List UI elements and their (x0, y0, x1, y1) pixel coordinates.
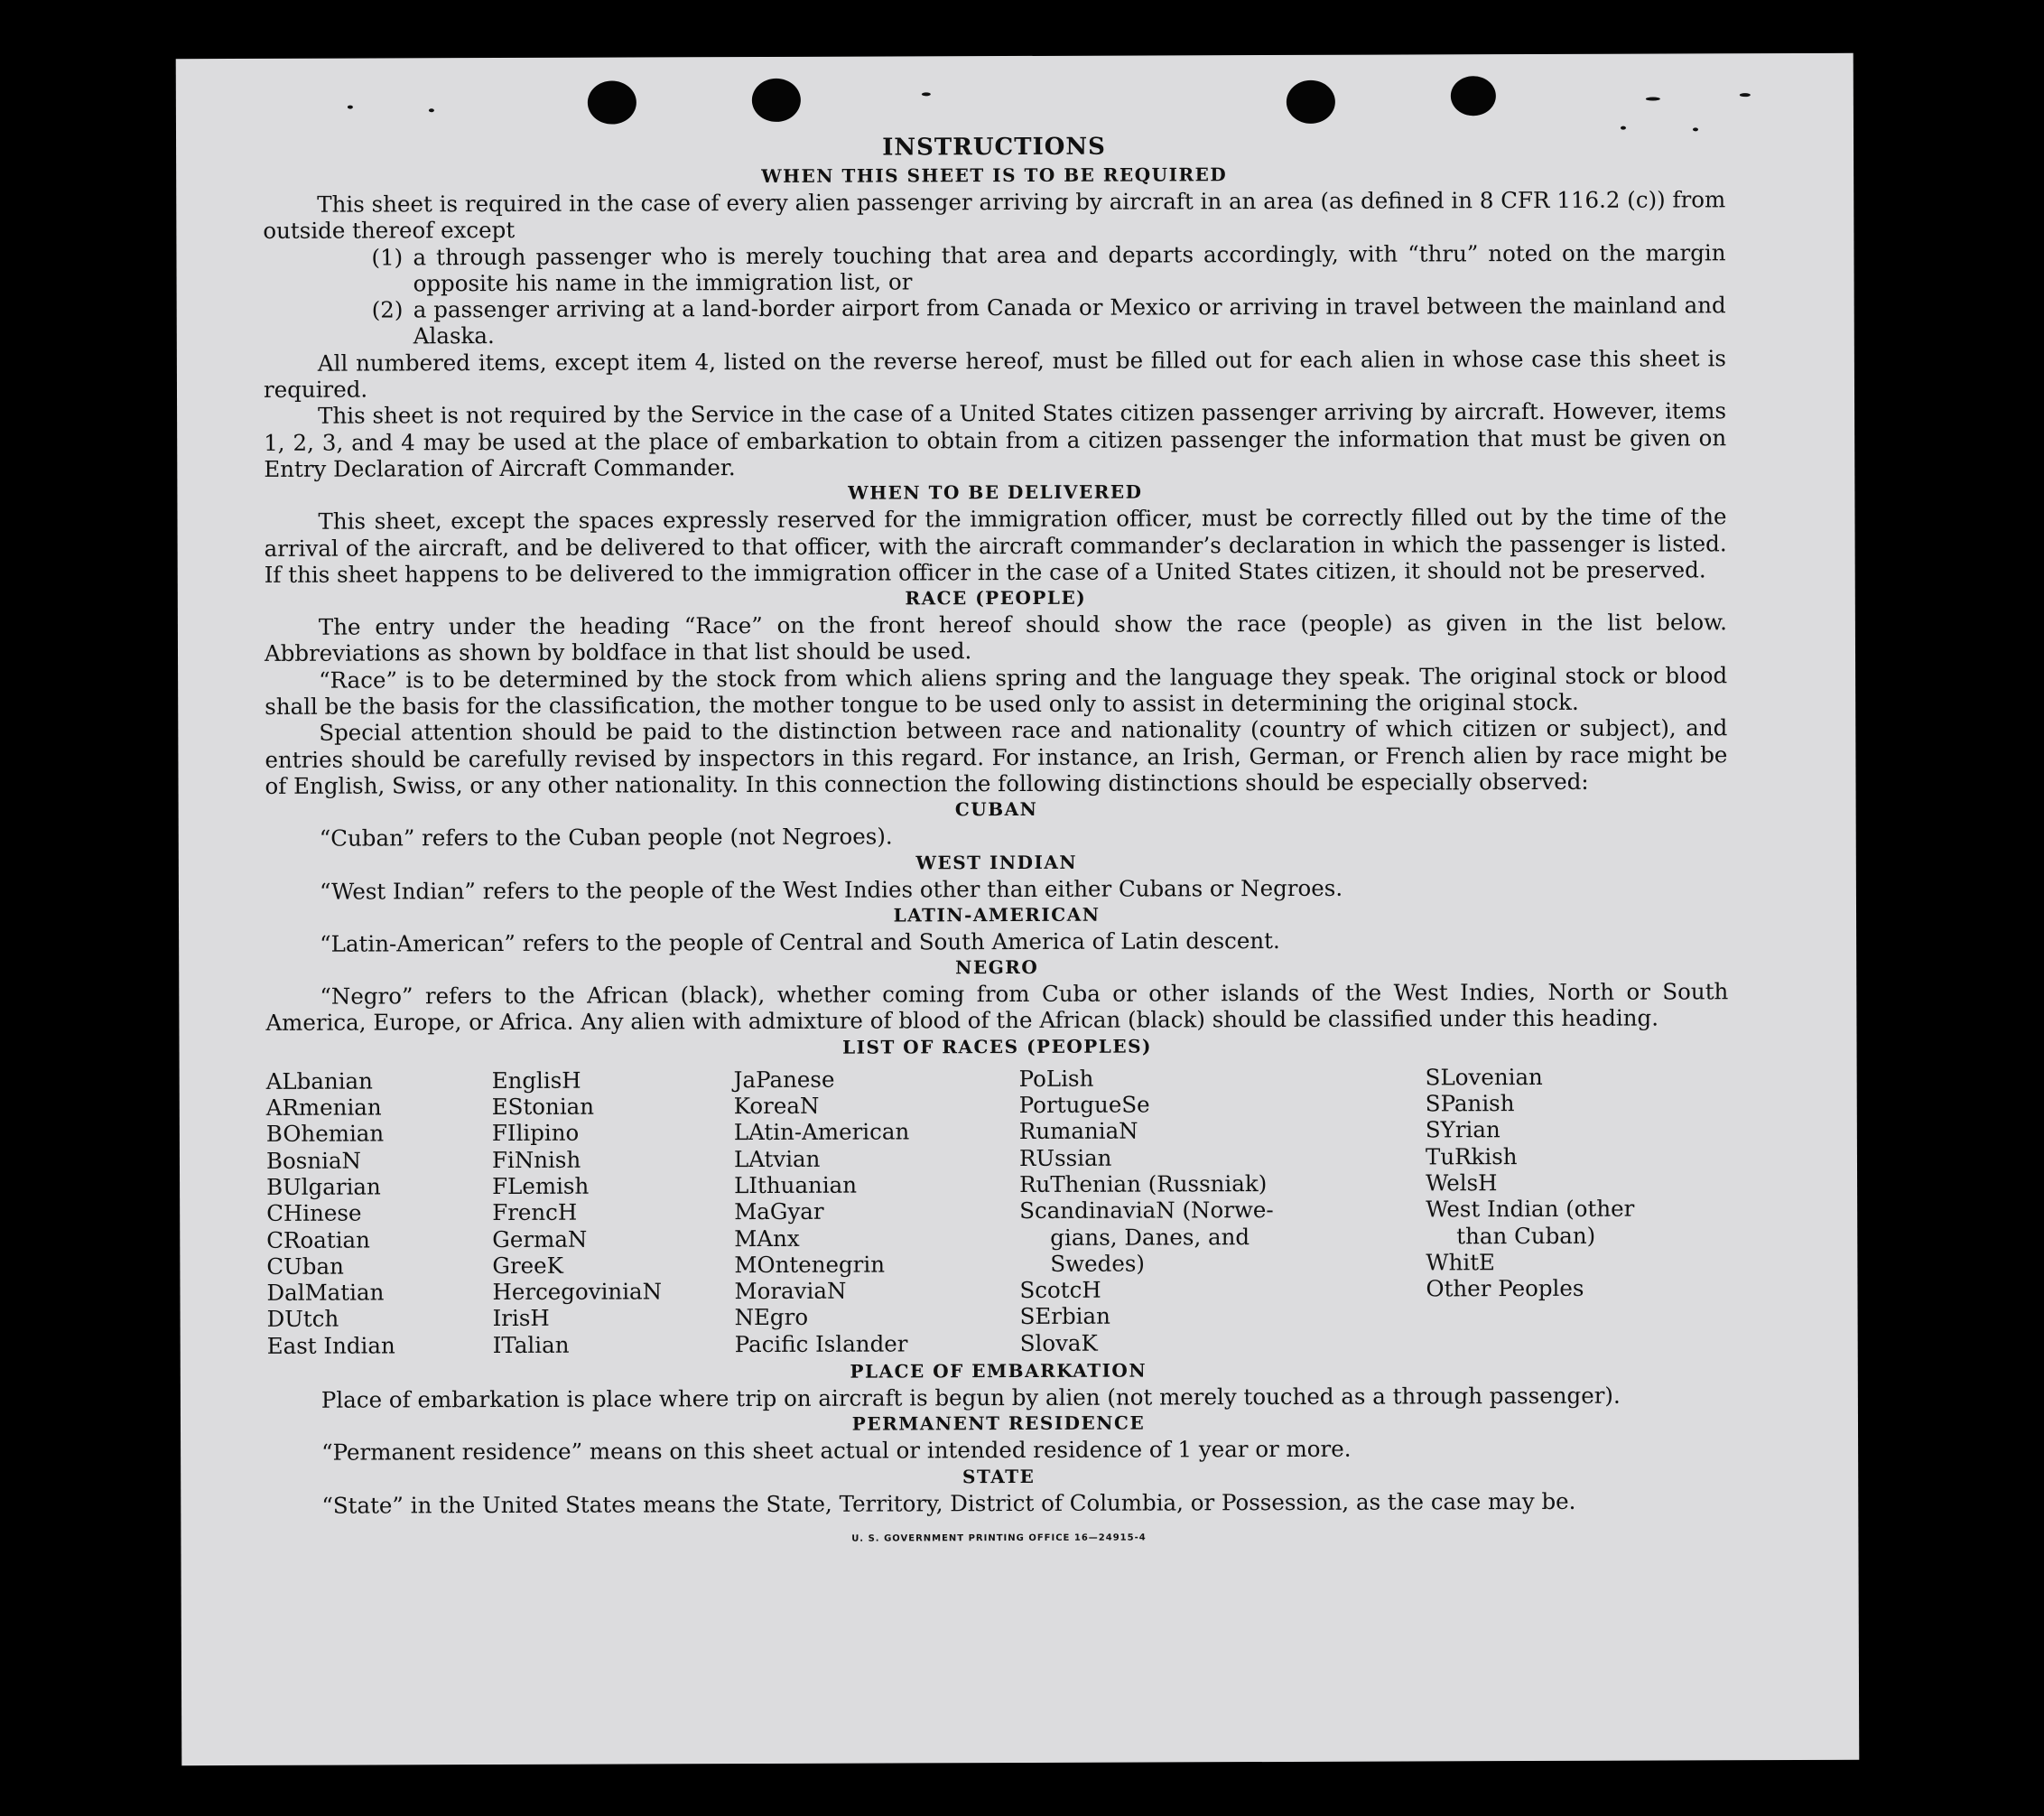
race-entry: SErbian (1019, 1303, 1110, 1330)
punch-hole (1451, 76, 1496, 116)
race-entry: PortugueSe (1018, 1091, 1150, 1119)
race-entry: MoraviaN (734, 1277, 847, 1305)
race-entry: NEgro (734, 1304, 809, 1331)
negro-text: “Negro” refers to the African (black), whether coming from Cuba or other islands of the West Indies, North or South America, Europe, or Africa. Any alien with admixture of blood of the African (black) should be classified under this heading. (265, 978, 1729, 1037)
race-entry: PoLish (1018, 1065, 1094, 1092)
document-sheet (176, 53, 1860, 1765)
latin-american-text: “Latin-American” refers to the people of Central and South America of Latin descent. (320, 927, 1280, 957)
race-entry: FiNnish (491, 1146, 581, 1173)
race-entry: LAtin-American (733, 1118, 910, 1146)
speck (922, 92, 931, 96)
page-title: INSTRUCTIONS (882, 133, 1106, 162)
race-paragraph-3: Special attention should be paid to the distinction between race and nationality (country of which citizen or subject), and entries should be carefully revised by inspectors in this regard. For instance, an Irish, German, or French alien by race might be of English, Swiss, or any other nationality. In this connection the following distinctions should be especially observed: (265, 714, 1728, 799)
heading-permanent-residence: PERMANENT RESIDENCE (851, 1411, 1146, 1435)
race-entry: West Indian (other (1426, 1195, 1635, 1223)
race-entry: MOntenegrin (734, 1251, 886, 1278)
item-number: (1) (371, 243, 404, 271)
race-entry: ALbanian (265, 1067, 373, 1094)
race-entry: HercegoviniaN (492, 1278, 663, 1306)
race-entry: Pacific Islander (734, 1330, 908, 1357)
speck (1646, 98, 1660, 101)
race-entry: BUlgarian (266, 1173, 381, 1200)
printing-office-footer: U. S. GOVERNMENT PRINTING OFFICE 16—24915-4 (851, 1532, 1147, 1544)
race-paragraph-1: The entry under the heading “Race” on the front hereof should show the race (people) as given in the list below. Abbreviations as shown by boldface in that list should be used. (264, 609, 1727, 667)
heading-when-delivered: WHEN TO BE DELIVERED (848, 480, 1143, 504)
heading-place-of-embarkation: PLACE OF EMBARKATION (850, 1359, 1147, 1383)
race-entry: GermaN (492, 1225, 588, 1253)
speck (348, 106, 353, 109)
races-list (266, 1063, 1730, 1359)
heading-state: STATE (962, 1465, 1036, 1487)
race-entry: MAnx (734, 1225, 800, 1252)
races-column-2 (492, 1066, 735, 1358)
item-number: (2) (371, 296, 404, 323)
race-entry: SLovenian (1425, 1063, 1543, 1091)
race-entry: ARmenian (265, 1094, 382, 1121)
west-indian-text: “West Indian” refers to the people of the West Indies other than either Cubans or Negroes. (319, 874, 1343, 905)
required-paragraph-2: All numbered items, except item 4, listed on the reverse hereof, must be filled out for each alien in whose case this sheet is required. (263, 345, 1726, 403)
race-entry: Other Peoples (1426, 1274, 1584, 1302)
required-paragraph-3: This sheet is not required by the Service in the case of a United States citizen passenger arriving by aircraft. However, items 1, 2, 3, and 4 may be used at the place of embarkation to obtain from a citizen passenger the information that must be given on Entry Declaration of Aircraft Commander. (264, 397, 1727, 482)
race-entry: MaGyar (734, 1197, 824, 1225)
races-column-1 (266, 1067, 493, 1359)
punch-hole (752, 79, 801, 122)
race-entry: WelsH (1426, 1169, 1498, 1197)
races-column-4 (1019, 1064, 1426, 1356)
race-entry: RUssian (1018, 1144, 1112, 1171)
race-entry: CHinese (266, 1199, 362, 1227)
race-entry: EnglisH (491, 1066, 581, 1094)
race-entry: ITalian (492, 1331, 570, 1358)
race-paragraph-2: “Race” is to be determined by the stock from which aliens spring and the language they speak. The original stock or blood shall be the basis for the classification, the mother tongue to be used only to assist in determining the original stock. (265, 662, 1728, 720)
races-column-5 (1426, 1063, 1715, 1355)
race-entry: RumaniaN (1018, 1117, 1138, 1145)
race-entry: CUban (266, 1253, 344, 1280)
race-entry: FLemish (492, 1172, 590, 1199)
heading-when-required: WHEN THIS SHEET IS TO BE REQUIRED (761, 163, 1228, 187)
race-entry: RuThenian (Russniak) (1019, 1169, 1268, 1197)
race-entry: JaPanese (733, 1066, 835, 1093)
race-entry: EStonian (491, 1093, 595, 1121)
heading-west-indian: WEST INDIAN (915, 851, 1078, 873)
race-entry: LAtvian (733, 1145, 821, 1172)
race-entry: than Cuban) (1456, 1222, 1596, 1249)
required-intro: This sheet is required in the case of every alien passenger arriving by aircraft in an area (as defined in 8 CFR 116.2 (c)) from outside thereof except (263, 186, 1726, 245)
numbered-item (371, 239, 1725, 297)
punch-hole (588, 80, 636, 124)
race-entry: LIthuanian (734, 1171, 858, 1199)
race-entry: GreeK (492, 1252, 564, 1279)
heading-negro: NEGRO (955, 956, 1039, 979)
race-entry: IrisH (492, 1305, 550, 1332)
document-content (263, 129, 1730, 1554)
race-entry: SPanish (1425, 1090, 1515, 1117)
heading-race: RACE (PEOPLE) (905, 586, 1087, 610)
speck (1740, 93, 1751, 97)
punch-hole (1287, 80, 1335, 124)
item-text: a through passenger who is merely touching that area and departs accordingly, with “thru” noted on the margin opposite his name in the immigration list, or (413, 238, 1726, 297)
race-entry: WhitE (1426, 1248, 1495, 1276)
embarkation-text: Place of embarkation is place where trip on aircraft is begun by alien (not merely touched as a through passenger). (321, 1382, 1621, 1413)
item-text: a passenger arriving at a land-border airport from Canada or Mexico or arriving in travel between the mainland and Alaska. (413, 292, 1726, 349)
speck (429, 108, 434, 112)
heading-list-of-races: LIST OF RACES (PEOPLES) (842, 1035, 1153, 1058)
race-entry: FrencH (492, 1198, 578, 1226)
heading-cuban: CUBAN (954, 798, 1038, 821)
delivered-paragraph: This sheet, except the spaces expressly reserved for the immigration officer, must be correctly filled out by the time of the arrival of the aircraft, and be delivered to that officer, with the aircraft commander’s declaration in which the passenger is listed. If this sheet happens to be delivered to the immigration officer in the case of a United States citizen, it should not be preserved. (264, 503, 1727, 588)
cuban-text: “Cuban” refers to the Cuban people (not Negroes). (319, 823, 893, 852)
race-entry: ScandinaviaN (Norwe- (1019, 1197, 1274, 1225)
race-entry: SYrian (1425, 1116, 1500, 1143)
races-column-3 (734, 1066, 1020, 1357)
race-entry: TuRkish (1425, 1142, 1518, 1170)
race-entry: SlovaK (1019, 1329, 1098, 1356)
race-entry: gians, Danes, and (1050, 1223, 1250, 1251)
race-entry: DUtch (266, 1306, 339, 1333)
race-entry: CRoatian (266, 1226, 370, 1253)
race-entry: BOhemian (265, 1120, 385, 1148)
race-entry: East Indian (266, 1332, 395, 1359)
race-entry: FIlipino (491, 1120, 580, 1147)
state-text: “State” in the United States means the State, Territory, District of Columbia, or Possession, as the case may be. (321, 1487, 1576, 1519)
residence-text: “Permanent residence” means on this sheet actual or intended residence of 1 year or more. (321, 1435, 1352, 1466)
race-entry: DalMatian (266, 1279, 385, 1306)
race-entry: KoreaN (733, 1092, 820, 1120)
numbered-item (372, 292, 1726, 349)
race-entry: Swedes) (1050, 1250, 1145, 1277)
race-entry: ScotcH (1019, 1276, 1101, 1304)
heading-latin-american: LATIN-AMERICAN (893, 903, 1101, 927)
race-entry: BosniaN (265, 1147, 362, 1174)
